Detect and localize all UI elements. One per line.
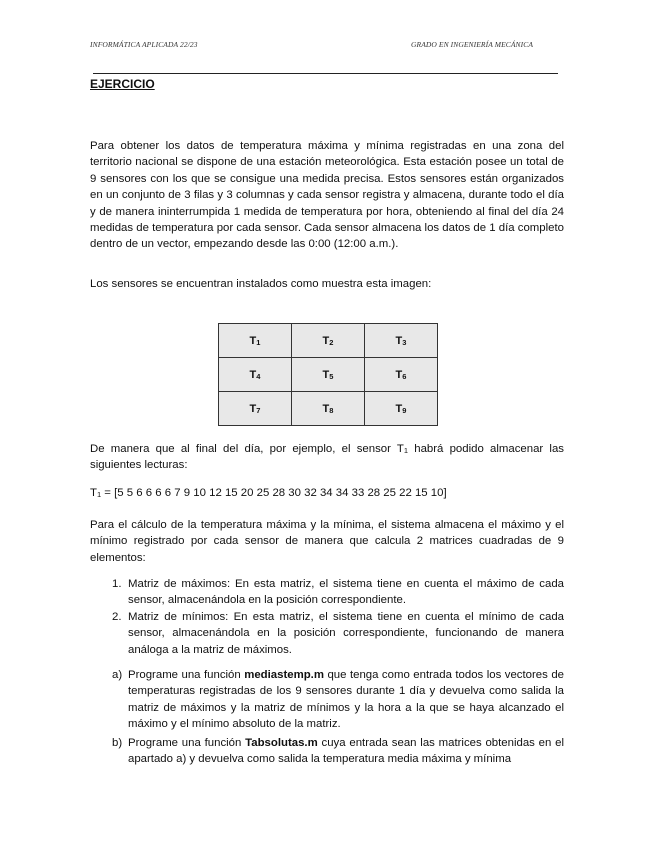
task-letter: a) <box>112 669 123 681</box>
image-intro-paragraph: Los sensores se encuentran instalados como muestra esta imagen: <box>90 278 432 290</box>
sensor-cell: $T_9$ <box>365 392 438 426</box>
sensor-cell: $T_2$ <box>292 324 365 358</box>
sensor-cell: $T_8$ <box>292 392 365 426</box>
sensor-cell: $T_1$ <box>219 324 292 358</box>
sensor-grid-row <box>219 358 438 392</box>
list-item-text: Matriz de mínimos: En esta matriz, el sistema tiene en cuenta el mínimo de cada sensor, almacenándola en la posición correspondiente, funcionando de manera análoga a la matriz de máximos. <box>128 610 564 656</box>
exercise-title: EJERCICIO <box>90 77 155 91</box>
sensor-cell: $T_5$ <box>292 358 365 392</box>
list-item-number: 1. <box>112 578 122 590</box>
matrices-intro-paragraph: Para el cálculo de la temperatura máxima y la mínima, el sistema almacena el máximo y el mínimo registrado por cada sensor de manera que calcula 2 matrices cuadradas de 9 elementos: <box>90 519 564 564</box>
sensor-grid-row <box>219 392 438 426</box>
list-item-number: 2. <box>112 610 122 623</box>
header-rule <box>93 73 558 74</box>
sensor-cell: $T_3$ <box>365 324 438 358</box>
example-intro-paragraph: De manera que al final del día, por ejemplo, el sensor $T_1$ habrá podido almacenar las siguientes lecturas: <box>90 443 564 472</box>
header-degree: GRADO EN INGENIERÍA MECÁNICA <box>411 40 534 49</box>
example-vector: $T_1 = [5$ 5 6 6 6 6 7 9 10 12 15 20 25 28 30 32 34 34 33 28 25 22 15 10] <box>90 487 447 499</box>
numbered-list <box>90 576 564 658</box>
task-item: a) Programe una función mediastemp.m que tenga como entrada todos los vectores de temperaturas registradas de los 9 sensores durante 1 día y devuelva como salida la matriz de máximos y la matriz de mínimos y la hora a la que se haya alcanzado el máximo y el mínimo absoluto de la matriz. <box>112 669 564 731</box>
task-letter: b) <box>112 736 123 749</box>
list-item-text: Matriz de máximos: En esta matriz, el sistema tiene en cuenta el máximo de cada sensor, almacenándola en la posición correspondiente. <box>128 578 564 607</box>
sensor-grid <box>218 323 438 426</box>
sensor-cell: $T_7$ <box>219 392 292 426</box>
list-item <box>90 609 564 658</box>
sensor-grid-row <box>219 324 438 358</box>
header-course: INFORMÁTICA APLICADA 22/23 <box>90 40 198 49</box>
task-list <box>90 667 564 769</box>
intro-paragraph: Para obtener los datos de temperatura máxima y mínima registradas en una zona del territorio nacional se dispone de una estación meteorológica. Esta estación posee un total de 9 sensores con los que se consigue una medida precisa. Estos sensores están organizados en un conjunto de 3 filas y 3 columnas y cada sensor registra y almacena, durante todo el día y de manera ininterrumpida 1 medida de temperatura por hora, obteniendo al final del día 24 medidas de temperatura por cada sensor. Cada sensor almacena los datos de 1 día completo dentro de un vector, empezando desde las 0:00 (12:00 a.m.). <box>90 140 564 251</box>
sensor-cell: $T_6$ <box>365 358 438 392</box>
sensor-cell: $T_4$ <box>219 358 292 392</box>
list-item <box>90 576 564 609</box>
function-name: mediastemp.m <box>244 669 324 681</box>
function-name: Tabsolutas.m <box>245 736 318 749</box>
task-item: b) Programe una función Tabsolutas.m cuya entrada sean las matrices obtenidas en el apartado a) y devuelva como salida la temperatura media máxima y mínima <box>112 736 564 766</box>
